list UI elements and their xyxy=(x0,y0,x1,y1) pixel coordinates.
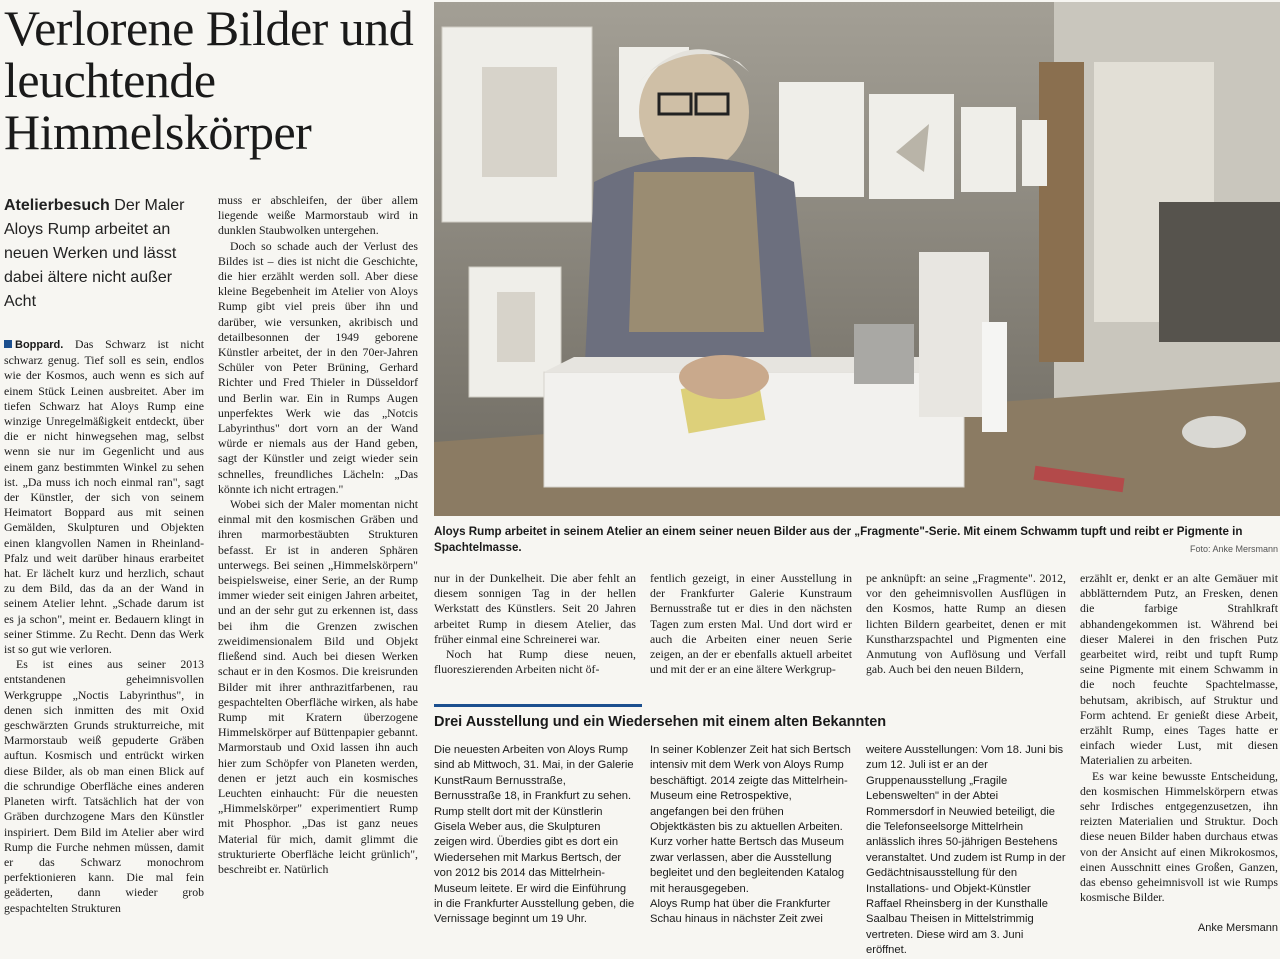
subheadline-label: Atelierbesuch xyxy=(4,197,110,214)
subheadline-text: Der Maler Aloys Rump arbeitet an neuen Werken und lässt dabei ältere nicht außer Acht xyxy=(4,197,185,310)
dateline: Boppard. xyxy=(15,339,64,351)
article-paragraph: Noch hat Rump diese neuen, fluoreszierenden Arbeiten nicht öf- xyxy=(434,647,636,677)
info-box-paragraph: Aloys Rump hat über die Frankfurter Schau hinaus in nächster Zeit zwei xyxy=(650,898,831,926)
article-intro: Das Schwarz ist nicht schwarz genug. Tief soll es sein, endlos wie der Kosmos, auch wenn es sich auf einem Stück Leinen ausbreitet. Aber im tiefen Schwarz hat Aloys Rump eine winzige Unregelmäßigkeit entdeckt, über die er nicht hinwegsehen mag, selbst wenn sie nur im Gegenlicht und aus einem ganz bestimmten Winkel zu sehen ist. „Da muss ich noch einmal ran", sagt der Künstler, der sich von seinem Heimatort Boppard aus mit seinen Gemälden, Skulpturen und Objekten einen klangvollen Namen in Rheinland-Pfalz und weit darüber hinaus erarbeitet hat. Er lächelt kurz und herzlich, schaut zu dem Bild, das da an der Wand in seinem Atelier lehnt. „Schade darum ist es ja schon", meint er. Bedauern klingt in seiner Stimme. Zu Recht. Denn das Werk ist so gut wie verloren. xyxy=(4,337,205,657)
subheadline xyxy=(4,194,204,314)
info-box-heading: Drei Ausstellung und ein Wiedersehen mit einem alten Bekannten xyxy=(434,714,887,730)
article-paragraph: pe anknüpft: an seine „Fragmente". 2012, vor den geheimnisvollen Ausflügen in den Kosmos, hatte Rump an diesen lichten Bildern gearbeitet, denen er mit Kunstharzspachtel und Pigmenten eine Anmutung von Auflösung und Verfall gab. Auch bei den neuen Bildern, xyxy=(866,571,1066,677)
box-accent-rule xyxy=(434,704,642,707)
article-column-5 xyxy=(866,571,1066,691)
article-paragraph: nur in der Dunkelheit. Die aber fehlt an diesem sonnigen Tag in der hellen Werkstatt des Künstlers. Seit 20 Jahren arbeitet Rump in diesem Atelier, das früher einmal eine Schreinerei war. xyxy=(434,571,636,646)
article-paragraph: fentlich gezeigt, in einer Ausstellung in der Frankfurter Galerie Kunstraum Bernusstraße tut er dies in den nächsten Tagen zum ersten Mal. Und dort wird er auch die Arbeiten einer neuen Serie zeigen, an der er ebenfalls aktuell arbeitet und mit der er an eine ältere Werkgrup- xyxy=(650,571,852,677)
atelier-photo-illustration xyxy=(434,2,1280,516)
article-paragraph: Wobei sich der Maler momentan nicht einmal mit den kosmischen Gräben und ihren marmorbestäubten Strukturen befasst. Er ist in anderen Sphären unterwegs. Bei seinen „Himmelskörpern" beispielsweise, einer Serie, an der Rump immer wieder seit einigen Jahren arbeitet, und an der sehr gut zu erkennen ist, dass bei ihm die Grenzen zwischen zweidimensionalem Bild und Objekt fließend sind. Auch bei diesen Werken schaut er in den Kosmos. Die kreisrunden Bilder mit ihrer anthrazitfarbenen, rau gespachtelten Oberfläche wirken, als habe Rump mit Kratern überzogene Himmelskörper auf Büttenpapier gebannt. Marmorstaub und Oxid lassen ihn auch hier zum Schöpfer von Planeten werden, denen er jetzt auch ein kosmisches Leuchten einhaucht: Für die neuesten „Himmelskörper" experimentiert Rump mit Phosphor. „Das ist ganz neues Material für mich, damit glimmt die strukturierte Oberfläche leicht grünlich", beschreibt er. Natürlich xyxy=(218,497,418,876)
article-paragraph: Doch so schade auch der Verlust des Bildes ist – dies ist nicht die Geschichte, die hier erzählt werden soll. Aber diese kleine Begebenheit im Atelier von Aloys Rump gibt viel preis über ihn und darüber, wie versunken, akribisch und detailbesonnen der 1949 geborene Künstler arbeitet, der in den 70er-Jahren Schüler von Peter Brüning, Gerhard Richter und Fred Thieler in Düsseldorf und Berlin war. Ein in Rumps Augen unperfektes Werk wie das „Notcis Labyrinthus" dort vorn an der Wand würde er niemals aus der Hand geben, sagt der Künstler und zeigt wieder sein schnelles, freundliches Lächeln: „Das könnte ich nicht ertragen." xyxy=(218,238,418,496)
info-box-paragraph: Die neuesten Arbeiten von Aloys Rump sind ab Mittwoch, 31. Mai, in der Galerie KunstRaum Bernusstraße, Bernusstraße 18, in Frankfurt zu sehen. Rump stellt dort mit der Künstlerin Gisela Weber aus, die Skulpturen zeigen wird. Überdies gibt es dort ein Wiedersehen mit Markus Bertsch, der von 2012 bis 2014 das Mittelrhein-Museum leitete. Er wird die Einführung in die Frankfurter Ausstellung geben, die Vernissage beginnt um 19 Uhr. xyxy=(434,744,635,926)
article-column-2 xyxy=(218,193,418,937)
info-box-paragraph: In seiner Koblenzer Zeit hat sich Bertsch intensiv mit dem Werk von Aloys Rump beschäftigt. 2014 zeigte das Mittelrhein-Museum eine Retrospektive, angefangen bei den frühen Objektkästen bis zu aktuellen Arbeiten. Kurz vorher hatte Bertsch das Museum zwar verlassen, aber die Ausstellung begleitet und den begleitenden Katalog mit herausgegeben. xyxy=(650,744,851,895)
info-box-paragraph: weitere Ausstellungen: Vom 18. Juni bis zum 12. Juli ist er an der Gruppenausstellung „Fragile Lebenswelten" in der Abtei Rommersdorf in Neuwied beteiligt, die die Telefonseelsorge Mittelrhein anlässlich ihres 50-jährigen Bestehens veranstaltet. Und zudem ist Rump in der Gedächtnisausstellung für den Installations- und Objekt-Künstler Raffael Rheinsberg in der Kunsthalle Saalbau Theisen in Mittelstrimmig vertreten. Diese wird am 3. Juni eröffnet. xyxy=(866,744,1066,957)
info-box-column-1 xyxy=(434,743,636,939)
article-paragraph: erzählt er, denkt er an alte Gemäuer mit abblätterndem Putz, an Fresken, denen die farbige Strahlkraft abhandengekommen ist. Während bei dieser Malerei in den frischen Putz gearbeitet wird, reibt und tupft Rump seine Pigmente mit einem Schwamm in die noch feuchte Spachtelmasse, behutsam, akribisch, auf Struktur und Form achtend. Er genießt diese Arbeit, erzählt Rump, eines Tages hatte er einfach wieder Lust, mit diesen Materialien zu arbeiten. xyxy=(1080,571,1278,768)
article-paragraph: muss er abschleifen, der über allem liegende weiße Marmorstaub wird in dunklen Staubwolken untergehen. xyxy=(218,193,418,238)
article-column-6 xyxy=(1080,571,1278,921)
photo-caption: Aloys Rump arbeitet in seinem Atelier an einem seiner neuen Bilder aus der „Fragmente"-Serie. Mit einem Schwamm tupft und reibt er Pigmente in Spachtelmasse. xyxy=(434,525,1243,554)
article-paragraph: Es war keine bewusste Entscheidung, den kosmischen Himmelskörpern etwas sehr Irdisches entgegenzusetzen, ihn reizten Materialien und Struktur. Doch diese neuen Bilder haben durchaus etwas von der Ansicht auf einen Mikrokosmos, einen Ausschnitt eines Großen, Ganzen, das ebenso geheimnisvoll ist wie Rumps kosmische Bilder. xyxy=(1080,768,1278,905)
article-photo xyxy=(434,2,1280,516)
article-column-3 xyxy=(434,571,636,691)
article-column-1 xyxy=(4,337,204,937)
author-signature: Anke Mersmann xyxy=(1197,922,1278,934)
article-paragraph: Es ist eines aus seiner 2013 entstandenen geheimnisvollen Werkgruppe „Noctis Labyrinthus", in denen sich inmitten des mit Oxid geschwärzten Grunds strukturreiche, mit Marmorstaub weiß gepuderte Gräben auftun. Kosmisch und entrückt wirken diese Bilder, als ob man einen Blick auf die schrundige Oberfläche eines anderen Planeten wirft. Tatsächlich hat der von Gräben durchzogene Mars den Künstler inspiriert. Dem Bild im Atelier aber wird Rump die Furche nehmen müssen, damit er das Schwarz monochrom perfektionieren kann. Die mal fein geäderten, dann wieder grob gespachtelten Strukturen xyxy=(4,657,204,915)
dateline-marker-icon xyxy=(4,340,12,348)
info-box-column-2 xyxy=(650,743,852,939)
headline: Verlorene Bilder und leuchtende Himmelskörper xyxy=(4,0,414,160)
article-column-4 xyxy=(650,571,852,691)
info-box-column-3 xyxy=(866,743,1066,957)
photo-credit: Foto: Anke Mersmann xyxy=(1189,544,1278,554)
